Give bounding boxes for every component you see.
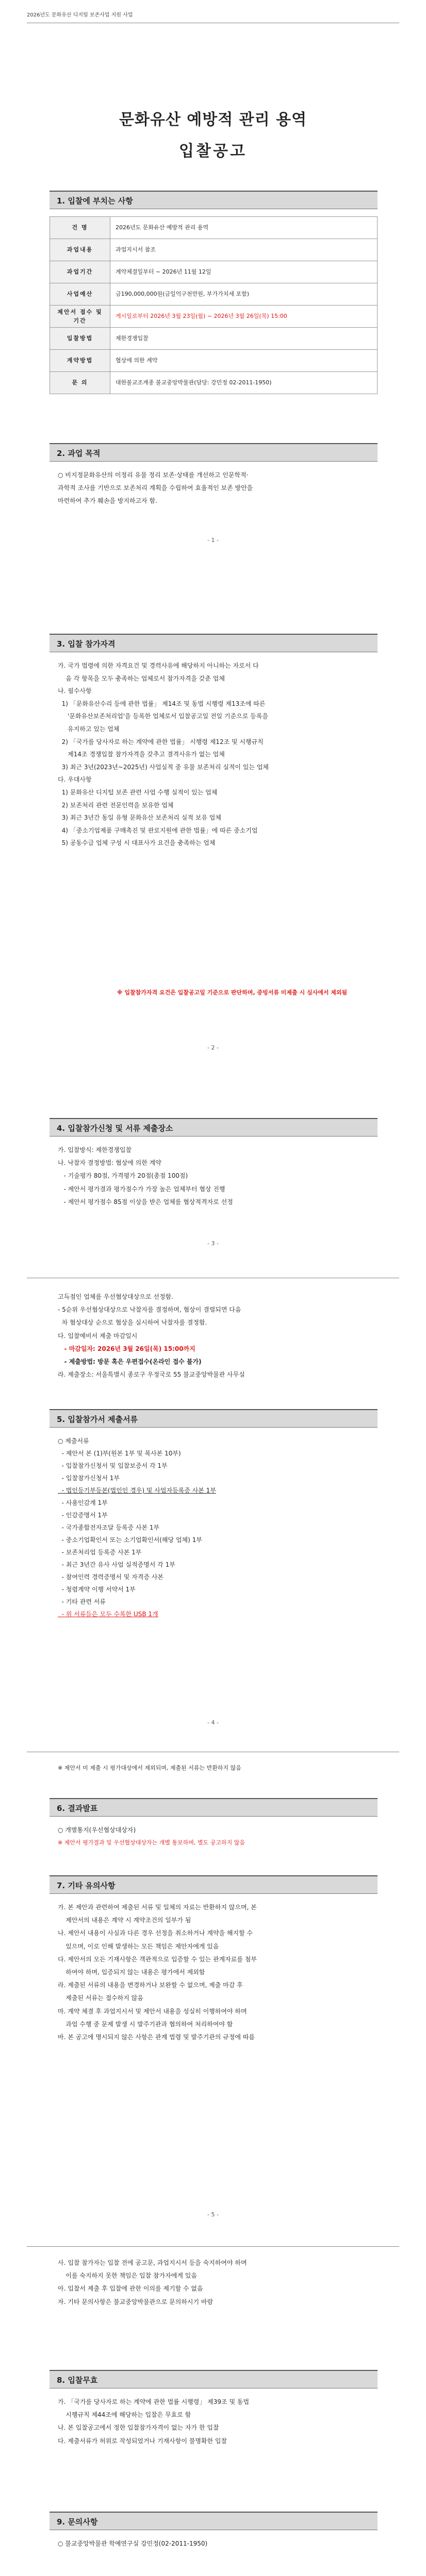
section-2-heading: 2. 과업 목적 — [50, 443, 378, 462]
info-row — [50, 261, 378, 283]
section-3-line: 2) 보존처리 관련 전문인력을 보유한 업체 — [58, 801, 174, 809]
page-number: - 1 - — [207, 537, 219, 544]
section-5-line: - 법인등기부등본(법인인 경우) 및 사업자등록증 사본 1부 — [58, 1487, 216, 1494]
title-block — [0, 108, 426, 163]
section-8-line: 나. 본 입찰공고에서 정한 입찰참가자격이 없는 자가 한 입찰 — [58, 2424, 219, 2432]
info-row — [50, 217, 378, 239]
section-4-heading: 4. 입찰참가신청 및 서류 제출장소 — [50, 1118, 378, 1137]
section-3-line: 2) 「국가를 당사자로 하는 계약에 관한 법률」 시행령 제12조 및 시행규칙 — [58, 738, 264, 745]
section-7-line: 가. 본 제안과 관련하여 제출된 서류 및 일체의 자료는 반환하지 않으며, 본 — [58, 1904, 257, 1911]
section-2-line: 마련하여 추가 훼손을 방지하고자 함. — [58, 497, 157, 505]
section-4-line: 다. 입찰예비서 제출 마감일시 — [58, 1332, 138, 1340]
header-note: 2026년도 문화유산 디지털 보존사업 지원 사업 — [27, 12, 133, 18]
section-6-heading: 6. 결과발표 — [50, 1798, 378, 1817]
section-4-line: 차 협상대상 순으로 협상을 실시하여 낙찰자를 결정함. — [58, 1319, 207, 1327]
section-7-line: 자. 기타 문의사항은 불교중앙박물관으로 문의하시기 바람 — [58, 2298, 214, 2306]
bid-info-table — [50, 216, 378, 394]
section-8-line: 시행규칙 제44조에 해당하는 입찰은 무효로 함 — [58, 2411, 191, 2419]
section-4-line: - 마감일자: 2026년 3월 26일(목) 15:00까지 — [58, 1345, 195, 1352]
section-7-line: 사. 입찰 참가자는 입찰 전에 공고문, 과업지시서 등을 숙지하여야 하며 — [58, 2259, 247, 2266]
section-5-line: - 인감증명서 1부 — [58, 1512, 108, 1519]
section-4-line: - 기술평가 80점, 가격평가 20점(총점 100점) — [58, 1172, 188, 1180]
section-7-line: 이를 숙지하지 못한 책임은 입찰 참가자에게 있음 — [58, 2272, 197, 2280]
section-7-continued — [58, 2257, 372, 2309]
info-key: 문 의 — [50, 372, 110, 394]
section-7-line: 라. 제출된 서류의 내용을 변경하거나 보완할 수 없으며, 제출 마감 후 — [58, 1981, 243, 1989]
section-7-line: 아. 입찰서 제출 후 입찰에 관한 이의를 제기할 수 없음 — [58, 2285, 203, 2293]
section-7-line: 바. 본 공고에 명시되지 않은 사항은 관계 법령 및 발주기관의 규정에 따름 — [58, 2033, 255, 2041]
section-3-text — [58, 659, 372, 850]
section-6-note: ※ 제안서 평가결과 및 우선협상대상자는 개별 통보하며, 별도 공고하지 않음 — [58, 1839, 245, 1846]
section-3-line: '문화유산보존처리업'을 등록한 업체로서 입찰공고일 전일 기준으로 등록을 — [58, 713, 268, 720]
section-6-text — [58, 1824, 372, 1849]
section-3-heading: 3. 입찰 참가자격 — [50, 634, 378, 652]
section-3-line: 1) 「문화유산수리 등에 관한 법률」 제14조 및 동법 시행령 제13조에 따른 — [58, 700, 266, 707]
info-value: 대한불교조계종 불교중앙박물관(담당: 강민정 02-2011-1950) — [110, 372, 378, 394]
section-5-line: - 사용인감계 1부 — [58, 1499, 108, 1506]
info-key: 사업예산 — [50, 283, 110, 306]
info-key: 계약방법 — [50, 350, 110, 372]
section-9-line: ○ 불교중앙박물관 학예연구실 강민정(02-2011-1950) — [58, 2540, 208, 2547]
info-row — [50, 328, 378, 350]
section-7-text — [58, 1901, 372, 2044]
page-number: - 3 - — [207, 1240, 219, 1247]
section-7-line: 과업 수행 중 문제 발생 시 발주기관과 협의하여 처리하여야 함 — [58, 2020, 233, 2028]
section-2-line: ○ 비지정문화유산의 미정리 유물 정리 보존·상태를 개선하고 인문학적· — [58, 471, 249, 479]
section-7-line: 있으며, 이로 인해 발생하는 모든 책임은 제안자에게 있음 — [58, 1942, 219, 1950]
info-key: 입찰방법 — [50, 328, 110, 350]
info-value: 계약체결일부터 ~ 2026년 11월 12일 — [110, 261, 378, 283]
section-4-line: - 제출방법: 방문 혹은 우편접수(온라인 접수 불가) — [58, 1358, 202, 1365]
section-7-line: 제출된 서류는 접수하지 않음 — [58, 1994, 143, 2002]
info-row — [50, 372, 378, 394]
section-5-line: - 위 서류들은 모두 수록한 USB 1개 — [58, 1611, 158, 1618]
section-3-line: 1) 문화유산 디지털 보존 관련 사업 수행 실적이 있는 업체 — [58, 788, 218, 796]
info-value: 협상에 의한 계약 — [110, 350, 378, 372]
section-3-line: 5) 공동수급 업체 구성 시 대표사가 요건을 충족하는 업체 — [58, 839, 216, 847]
section-3-line: 4) 「중소기업제품 구매촉진 및 판로지원에 관한 법률」에 따른 중소기업 — [58, 826, 258, 834]
section-4-line: - 제안서 평가결과 평가점수가 가장 높은 업체부터 협상 진행 — [58, 1185, 225, 1193]
info-key: 과업내용 — [50, 239, 110, 261]
section-5-line: ○ 제출서류 — [58, 1437, 89, 1445]
section-2-line: 과학적 조사를 기반으로 보존처리 계획을 수립하여 효율적인 보존 방안을 — [58, 484, 253, 492]
section-5-line: - 최근 3년간 유사 사업 실적증명서 각 1부 — [58, 1561, 175, 1568]
section-4-line: - 제안서 평가점수 85점 이상을 받은 업체를 협상적격자로 선정 — [58, 1198, 233, 1206]
section-5-line: - 기타 관련 서류 — [58, 1598, 106, 1605]
section-4-line: 가. 입찰방식: 제한경쟁입찰 — [58, 1146, 132, 1154]
section-3-line: 제14조 경쟁입찰 참가자격을 갖추고 결격사유가 없는 업체 — [58, 751, 225, 758]
section-5-line: - 입찰참가신청서 및 입찰보증서 각 1부 — [58, 1462, 168, 1469]
info-key: 과업기간 — [50, 261, 110, 283]
section-3-line: 3) 최근 3년간 동일 유형 문화유산 보존처리 실적 보유 업체 — [58, 814, 221, 822]
page-divider — [27, 2246, 399, 2247]
footnote: ※ 제안서 미 제출 시 평가대상에서 제외되며, 제출된 서류는 반환하지 않음 — [58, 1765, 241, 1771]
section-6-line: ○ 개별통지(우선협상대상자) — [58, 1826, 136, 1834]
section-7-line: 다. 제안서의 모든 기재사항은 객관적으로 입증할 수 있는 관계자료를 첨부 — [58, 1955, 257, 1963]
section-5-heading: 5. 입찰참가서 제출서류 — [50, 1409, 378, 1428]
section-4-line: 나. 낙찰자 결정방법: 협상에 의한 계약 — [58, 1159, 161, 1167]
section-2-text — [58, 469, 372, 508]
info-key: 제안서 접수 및 기간 — [50, 306, 110, 328]
section-4-continued — [58, 1291, 372, 1381]
section-5-line: - 청렴계약 이행 서약서 1부 — [58, 1586, 136, 1593]
section-3-line: 다. 우대사항 — [58, 776, 92, 784]
section-5-line: - 보존처리업 등록증 사본 1부 — [58, 1549, 142, 1556]
section-5-text — [58, 1435, 372, 1620]
page-number: - 2 - — [207, 1044, 219, 1051]
section-4-text — [58, 1144, 372, 1209]
section-9-heading: 9. 문의사항 — [50, 2512, 378, 2530]
section-8-text — [58, 2396, 372, 2448]
info-row — [50, 306, 378, 328]
info-value: 2026년도 문화유산 예방적 관리 용역 — [110, 217, 378, 239]
section-5-line: - 제안서 본 (1)부(원본 1부 및 복사본 10부) — [58, 1450, 181, 1457]
info-key: 건 명 — [50, 217, 110, 239]
info-row — [50, 239, 378, 261]
page-number: - 5 - — [207, 2211, 219, 2218]
section-3-line: 3) 최근 3년(2023년~2025년) 사업실적 중 유물 보존처리 실적이 있는 업체 — [58, 763, 269, 771]
section-7-line: 제안서의 내용은 계약 시 계약조건의 일부가 됨 — [58, 1917, 191, 1924]
document-subtitle: 입찰공고 — [179, 142, 247, 160]
section-5-line: - 입찰참가신청서 1부 — [58, 1475, 120, 1482]
section-4-line: - 5순위 우선협상대상으로 낙찰자를 결정하며, 협상이 결렬되면 다음 — [58, 1306, 241, 1314]
info-value: 제한경쟁입찰 — [110, 328, 378, 350]
section-1-heading: 1. 입찰에 부치는 사항 — [50, 191, 378, 209]
section-4-line: 라. 제출장소: 서울특별시 종로구 우정국로 55 불교중앙박물관 사무실 — [58, 1371, 245, 1379]
section-7-line: 나. 제안서 내용이 사실과 다른 경우 선정을 취소하거나 계약을 해지할 수 — [58, 1929, 253, 1937]
section-9-text — [58, 2537, 372, 2550]
info-row — [50, 350, 378, 372]
section-4-line: 고득점인 업체를 우선협상대상으로 선정함. — [58, 1293, 173, 1300]
info-row — [50, 283, 378, 306]
section-5-line: - 중소기업확인서 또는 소기업확인서(해당 업체) 1부 — [58, 1536, 202, 1544]
info-value: 게시일로부터 2026년 3월 23일(월) ~ 2026년 3월 26일(목) 15:00 — [110, 306, 378, 328]
section-7-line: 마. 계약 체결 후 과업지시서 및 제안서 내용을 성실히 이행하여야 하며 — [58, 2007, 247, 2015]
section-3-note: ※ 입찰참가자격 요건은 입찰공고일 기준으로 판단하며, 증빙서류 미제출 시 심사에서 제외됨 — [117, 989, 348, 996]
section-8-line: 가. 「국가를 당사자로 하는 계약에 관한 법률 시행령」 제39조 및 동법 — [58, 2398, 250, 2405]
section-3-line: 나. 필수사항 — [58, 687, 92, 695]
info-value: 과업지시서 참조 — [110, 239, 378, 261]
section-5-line: - 국가종합전자조달 등록증 사본 1부 — [58, 1524, 160, 1531]
section-5-line: - 참여인력 경력증명서 및 자격증 사본 — [58, 1573, 163, 1581]
section-8-line: 다. 제출서류가 허위로 작성되었거나 기재사항이 불명확한 입찰 — [58, 2437, 227, 2445]
section-3-line: 음 각 항목을 모두 충족하는 업체로서 참가자격을 갖춘 업체 — [58, 674, 225, 682]
section-3-line: 가. 국가 법령에 의한 자격요건 및 경력사유에 해당하지 아니하는 자로서 다 — [58, 662, 259, 669]
section-8-heading: 8. 입찰무효 — [50, 2370, 378, 2388]
page-number: - 4 - — [207, 1719, 219, 1726]
section-7-line: 하여야 하며, 입증되지 않는 내용은 평가에서 제외함 — [58, 1968, 205, 1976]
section-3-line: 유지하고 있는 업체 — [58, 725, 120, 733]
document-title: 문화유산 예방적 관리 용역 — [119, 111, 307, 129]
info-value: 금190,000,000원(금일억구천만원, 부가가치세 포함) — [110, 283, 378, 306]
section-7-heading: 7. 기타 유의사항 — [50, 1875, 378, 1894]
